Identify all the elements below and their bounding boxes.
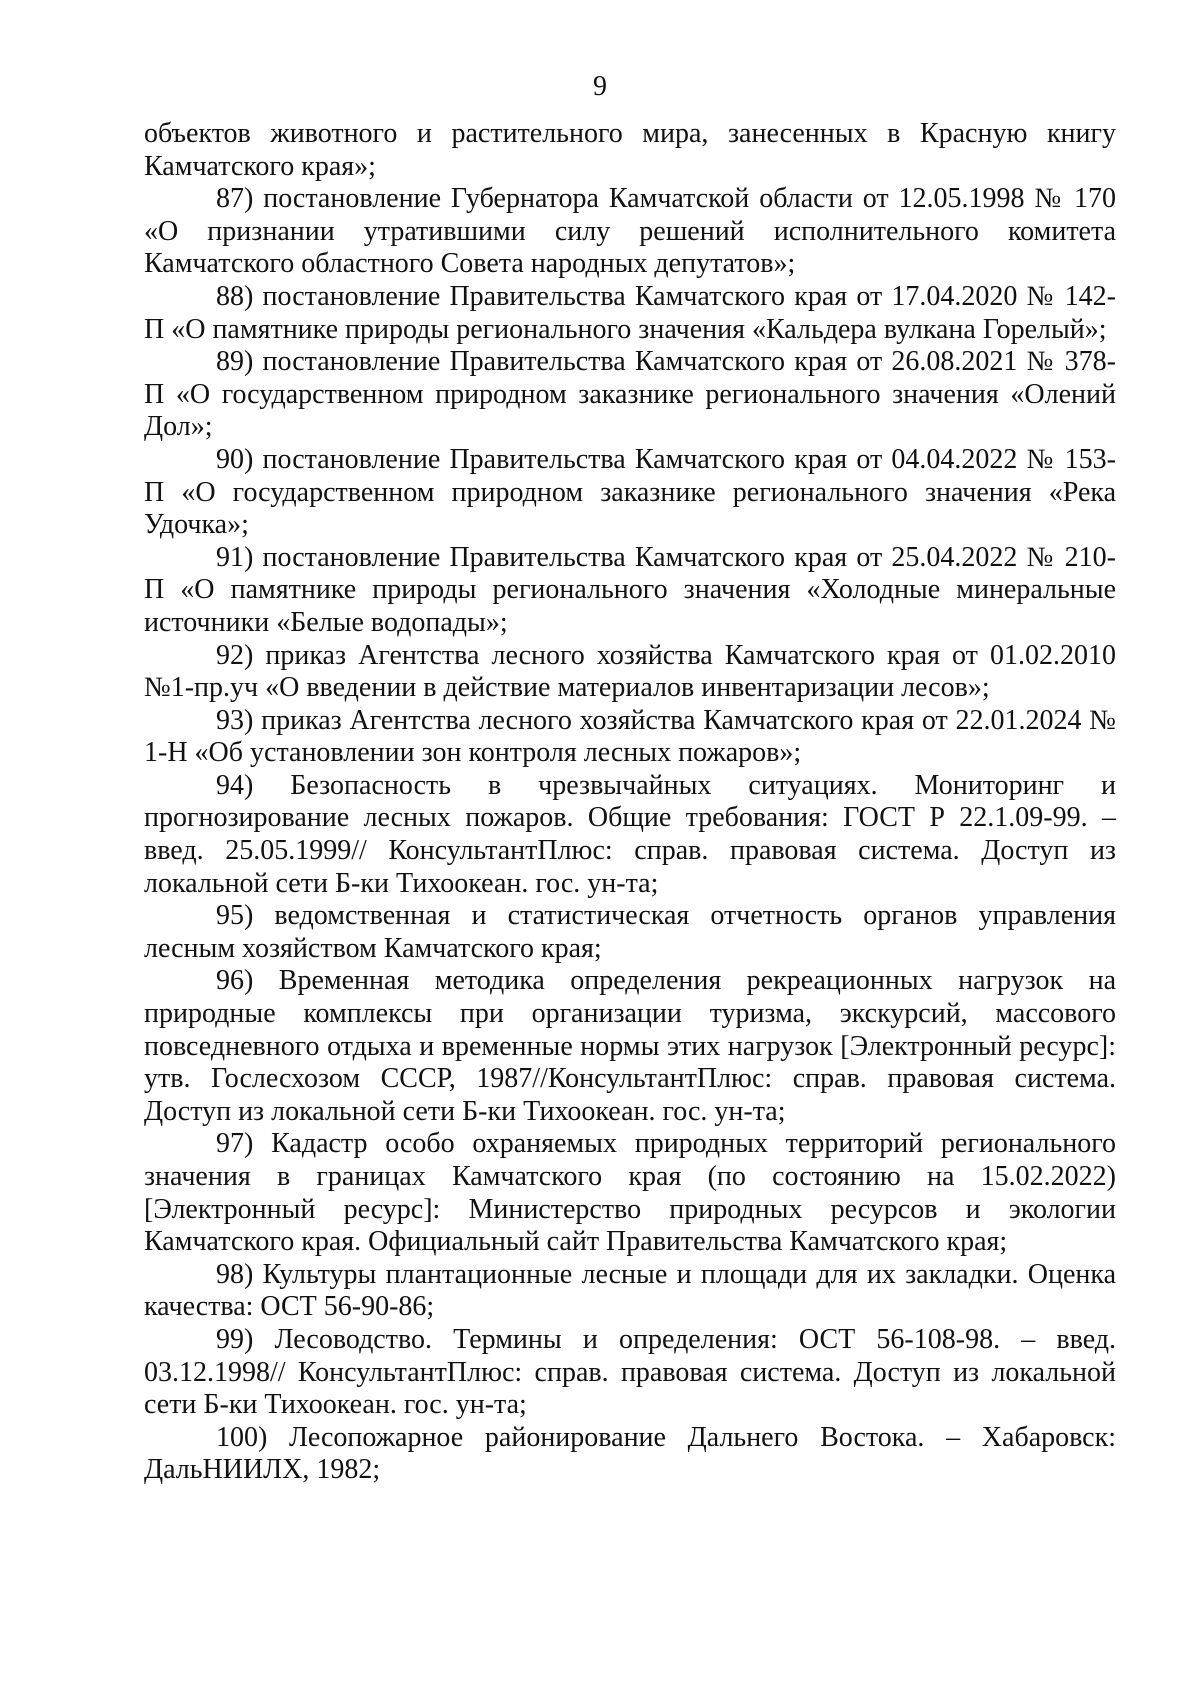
list-item-95: 95) ведомственная и статистическая отчетность органов управления лесным хозяйством Камчатского края; — [144, 900, 1116, 964]
list-item-97: 97) Кадастр особо охраняемых природных территорий регионального значения в границах Камчатского края (по состоянию на 15.02.2022) [Электронный ресурс]: Министерство природных ресурсов и экологии Камчатского края. Официальный сайт Правительства Камчатского края; — [144, 1128, 1116, 1258]
list-item-90: 90) постановление Правительства Камчатского края от 04.04.2022 № 153-П «О государственном природном заказнике регионального значения «Река Удочка»; — [144, 443, 1116, 541]
list-item-99: 99) Лесоводство. Термины и определения: ОСТ 56-108-98. – введ. 03.12.1998// КонсультантПлюс: справ. правовая система. Доступ из локальной сети Б-ки Тихоокеан. гос. ун-та; — [144, 1323, 1116, 1421]
page-number: 9 — [593, 71, 607, 102]
document-body — [144, 118, 1116, 1487]
list-item-89: 89) постановление Правительства Камчатского края от 26.08.2021 № 378-П «О государственном природном заказнике регионального значения «Олений Дол»; — [144, 346, 1116, 443]
list-item-94: 94) Безопасность в чрезвычайных ситуациях. Мониторинг и прогнозирование лесных пожаров. Общие требования: ГОСТ Р 22.1.09-99. – введ. 25.05.1999// КонсультантПлюс: справ. правовая система. Доступ из локальной сети Б-ки Тихоокеан. гос. ун-та; — [144, 769, 1116, 899]
list-item-93: 93) приказ Агентства лесного хозяйства Камчатского края от 22.01.2024 № 1-Н «Об установлении зон контроля лесных пожаров»; — [144, 704, 1116, 769]
list-item-100: 100) Лесопожарное районирование Дальнего Востока. – Хабаровск: ДальНИИЛХ, 1982; — [144, 1421, 1116, 1486]
list-item-88: 88) постановление Правительства Камчатского края от 17.04.2020 № 142-П «О памятнике природы регионального значения «Кальдера вулкана Горелый»; — [144, 280, 1116, 345]
paragraph-continuation: объектов животного и растительного мира, занесенных в Красную книгу Камчатского края»; — [144, 118, 1116, 182]
list-item-91: 91) постановление Правительства Камчатского края от 25.04.2022 № 210-П «О памятнике природы регионального значения «Холодные минеральные источники «Белые водопады»; — [144, 541, 1116, 638]
list-item-87: 87) постановление Губернатора Камчатской области от 12.05.1998 № 170 «О признании утратившими силу решений исполнительного комитета Камчатского областного Совета народных депутатов»; — [144, 183, 1116, 280]
list-item-98: 98) Культуры плантационные лесные и площади для их закладки. Оценка качества: ОСТ 56-90-86; — [144, 1258, 1116, 1323]
list-item-96: 96) Временная методика определения рекреационных нагрузок на природные комплексы при организации туризма, экскурсий, массового повседневного отдыха и временные нормы этих нагрузок [Электронный ресурс]: утв. Гослесхозом СССР, 1987//КонсультантПлюс: справ. правовая система. Доступ из локальной сети Б-ки Тихоокеан. гос. ун-та; — [144, 965, 1116, 1127]
list-item-92: 92) приказ Агентства лесного хозяйства Камчатского края от 01.02.2010 №1-пр.уч «О введении в действие материалов инвентаризации лесов»; — [144, 639, 1116, 704]
